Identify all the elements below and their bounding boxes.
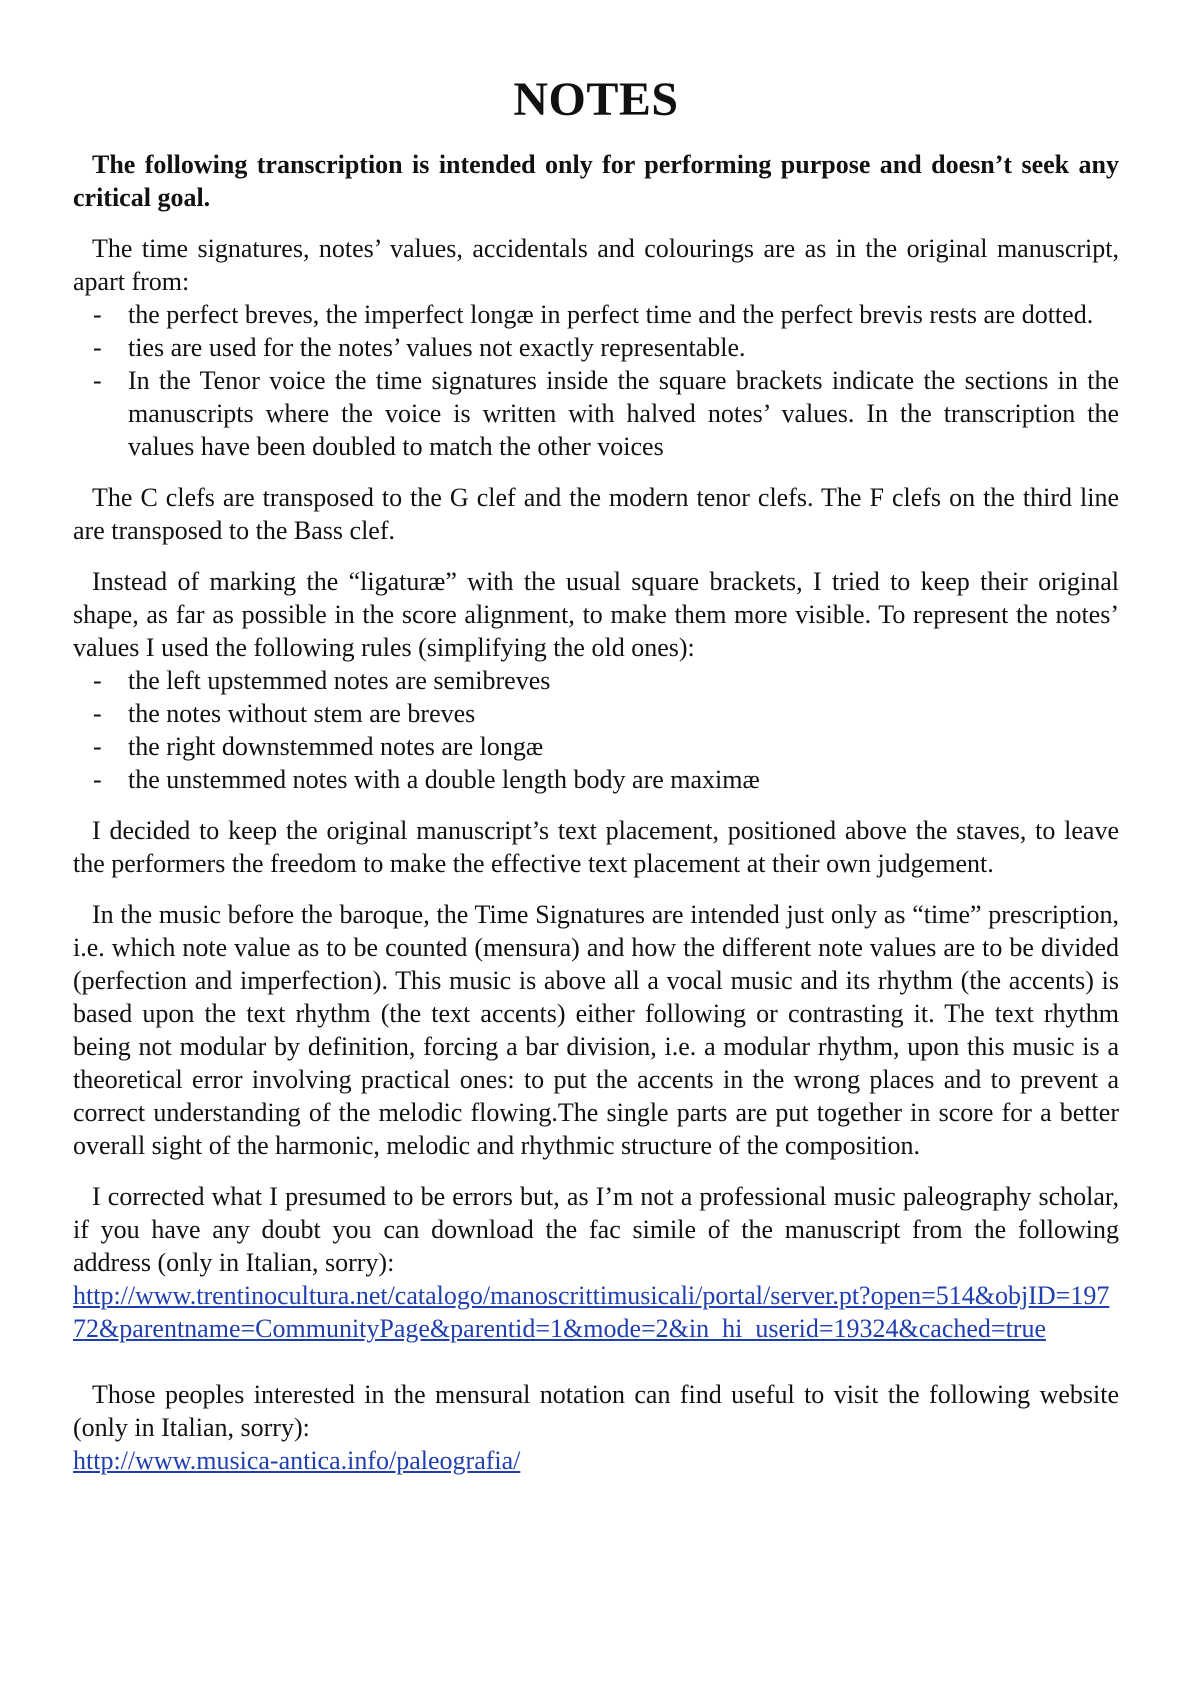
- text-placement-paragraph: I decided to keep the original manuscript’s text placement, positioned above the staves, to leave the performers the freedom to make the effective text placement at their own judgement.: [73, 816, 1119, 878]
- exceptions-list: [73, 298, 1119, 463]
- manuscript-link[interactable]: http://www.trentinocultura.net/catalogo/manoscrittimusicali/portal/server.pt?open=514&objID=19772&parentname=CommunityPage&parentid=1&mode=2&in_hi_userid=19324&cached=true: [73, 1281, 1110, 1343]
- time-signatures-paragraph: The time signatures, notes’ values, accidentals and colourings are as in the original manuscript, apart from:: [73, 234, 1119, 296]
- clefs-paragraph: The C clefs are transposed to the G clef and the modern tenor clefs. The F clefs on the third line are transposed to the Bass clef.: [73, 483, 1119, 545]
- paleografia-link[interactable]: http://www.musica-antica.info/paleografia/: [73, 1446, 521, 1475]
- errors-paragraph: I corrected what I presumed to be errors but, as I’m not a professional music paleography scholar, if you have any doubt you can download the fac simile of the manuscript from the following address (only in Italian, sorry):: [73, 1182, 1119, 1277]
- ligature-paragraph: Instead of marking the “ligaturæ” with the usual square brackets, I tried to keep their original shape, as far as possible in the score alignment, to make them more visible. To represent the notes’ values I used the following rules (simplifying the old ones):: [73, 567, 1119, 662]
- manuscript-link-block: [73, 1279, 1119, 1345]
- page-title: NOTES: [513, 73, 679, 126]
- list-item: - the right downstemmed notes are longæ: [73, 730, 1119, 763]
- notes-page: [73, 70, 1119, 1477]
- note-value-rules-list: [73, 664, 1119, 796]
- time-signature-music-paragraph: In the music before the baroque, the Time Signatures are intended just only as “time” prescription, i.e. which note value as to be counted (mensura) and how the different note values are to be divided (perfection and imperfection). This music is above all a vocal music and its rhythm (the accents) is based upon the text rhythm (the text accents) either following or contrasting it. The text rhythm being not modular by definition, forcing a bar division, i.e. a modular rhythm, upon this music is a theoretical error involving practical ones: to put the accents in the wrong places and to prevent a correct understanding of the melodic flowing.The single parts are put together in score for a better overall sight of the harmonic, melodic and rhythmic structure of the composition.: [73, 900, 1119, 1160]
- list-item: - In the Tenor voice the time signatures inside the square brackets indicate the sections in the manuscripts where the voice is written with halved notes’ values. In the transcription the values have been doubled to match the other voices: [73, 364, 1119, 463]
- intro-paragraph: The following transcription is intended only for performing purpose and doesn’t seek any critical goal.: [73, 150, 1119, 212]
- spacer: [73, 1363, 1119, 1378]
- list-item: - the unstemmed notes with a double length body are maximæ: [73, 763, 1119, 796]
- list-item: - the perfect breves, the imperfect longæ in perfect time and the perfect brevis rests are dotted.: [73, 298, 1119, 331]
- mensural-paragraph: Those peoples interested in the mensural notation can find useful to visit the following website (only in Italian, sorry):: [73, 1380, 1119, 1442]
- list-item: - the left upstemmed notes are semibreves: [73, 664, 1119, 697]
- list-item: - the notes without stem are breves: [73, 697, 1119, 730]
- list-item: - ties are used for the notes’ values not exactly representable.: [73, 331, 1119, 364]
- paleografia-link-block: [73, 1444, 1119, 1477]
